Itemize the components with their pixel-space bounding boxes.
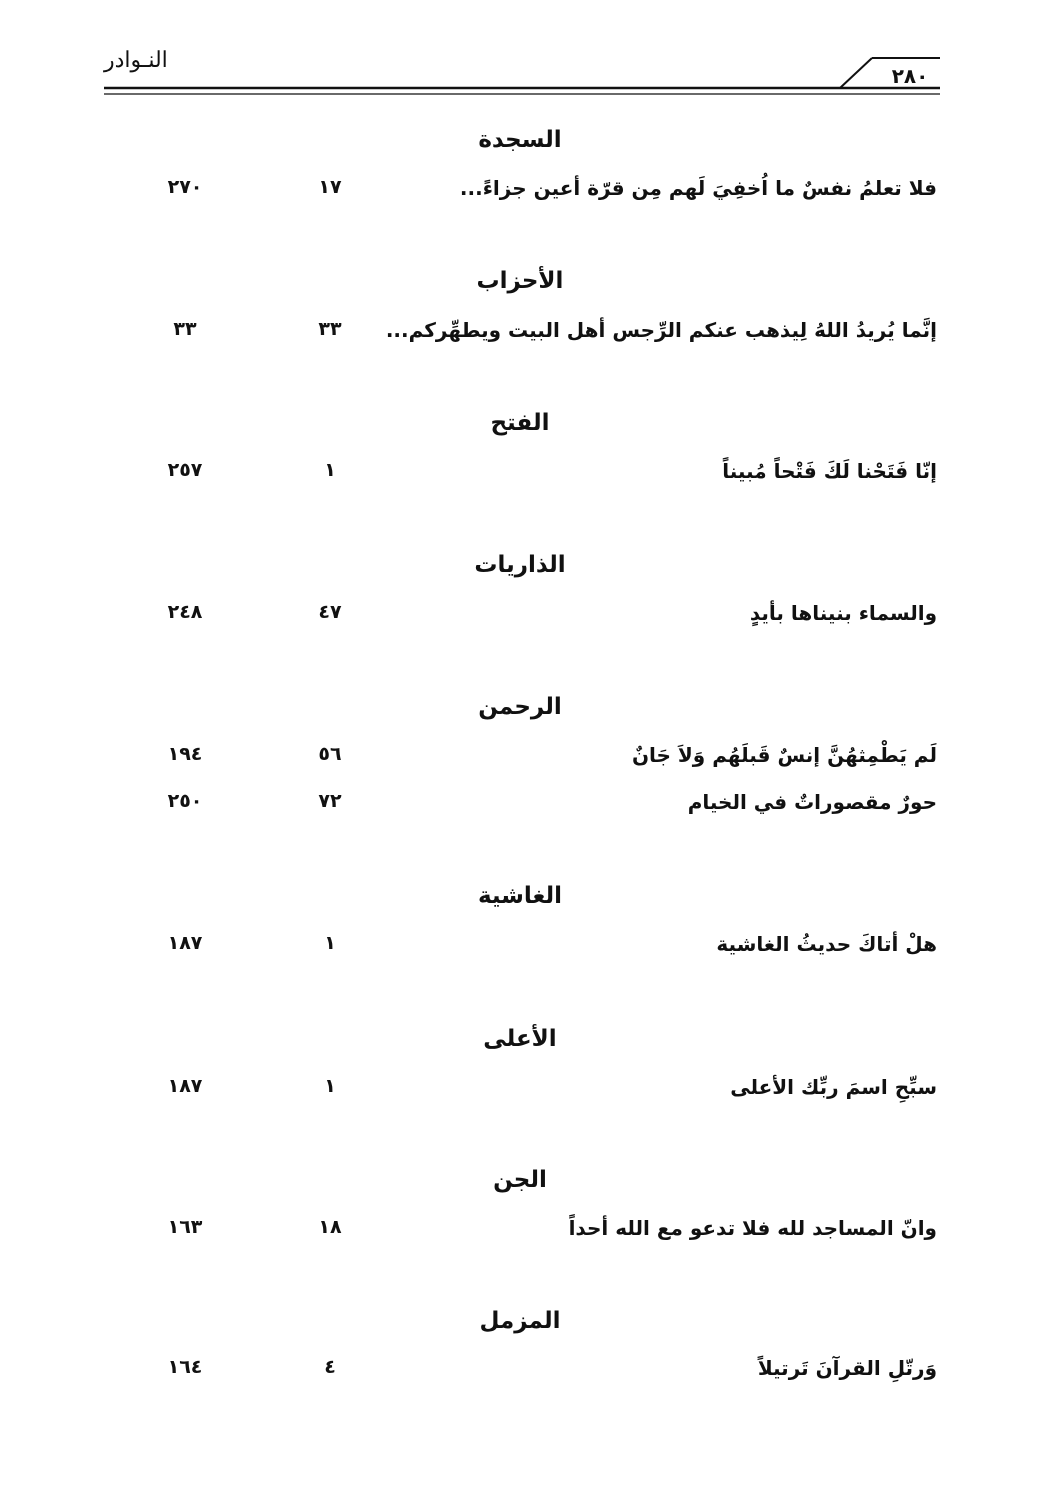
index-row <box>0 176 1041 212</box>
page-reference: ١٨٧ <box>167 1075 203 1097</box>
verse-number: ١ <box>324 459 336 481</box>
index-row <box>0 932 1041 968</box>
verse-number: ١ <box>324 1075 336 1097</box>
index-row <box>0 318 1041 354</box>
page-reference: ٣٣ <box>173 318 197 340</box>
verse-number: ١ <box>324 932 336 954</box>
verse-number: ١٨ <box>318 1216 342 1238</box>
page-reference: ١٨٧ <box>167 932 203 954</box>
section-title: الرحمن <box>478 694 562 720</box>
verse-number: ٣٣ <box>318 318 342 340</box>
verse-text: إنَّما يُريدُ اللهُ لِيذهب عنكم الرِّجس أهل البيت ويطهِّركم... <box>385 318 937 342</box>
verse-text: هلْ أتاكَ حديثُ الغاشية <box>716 932 937 956</box>
section-title: الأحزاب <box>476 268 564 294</box>
verse-text: وَرتّلِ القرآنَ تَرتيلاً <box>757 1356 937 1380</box>
index-row <box>0 790 1041 826</box>
verse-number: ٥٦ <box>318 743 342 765</box>
verse-text: إنّا فَتَحْنا لَكَ فَتْحاً مُبيناً <box>722 459 937 483</box>
verse-text: والسماء بنيناها بأيدٍ <box>749 601 937 625</box>
section-title: الفتح <box>490 410 550 436</box>
section-title: المزمل <box>479 1308 561 1334</box>
index-row <box>0 1356 1041 1392</box>
section-title: الغاشية <box>477 883 563 909</box>
section-title: الذاريات <box>474 552 566 578</box>
verse-text: لَم يَطْمِثهُنَّ إنسٌ قَبلَهُم وَلاَ جَانٌ <box>631 743 937 767</box>
verse-number: ٤٧ <box>318 601 342 623</box>
page-reference: ١٩٤ <box>167 743 203 765</box>
verse-text: حورٌ مقصوراتٌ في الخيام <box>687 790 937 814</box>
verse-number: ٤ <box>324 1356 336 1378</box>
page-reference: ١٦٣ <box>167 1216 203 1238</box>
index-row <box>0 1216 1041 1252</box>
verse-text: سبِّحِ اسمَ ربِّك الأعلى <box>730 1075 937 1099</box>
section-title: الجن <box>493 1167 547 1193</box>
verse-number: ٧٢ <box>318 790 342 812</box>
section-title: الأعلى <box>483 1026 557 1052</box>
index-row <box>0 743 1041 779</box>
index-row <box>0 459 1041 495</box>
page-reference: ٢٧٠ <box>167 176 203 198</box>
page-reference: ١٦٤ <box>167 1356 203 1378</box>
verse-number: ١٧ <box>318 176 342 198</box>
index-row <box>0 1075 1041 1111</box>
page-reference: ٢٤٨ <box>167 601 203 623</box>
index-row <box>0 601 1041 637</box>
page-reference: ٢٥٧ <box>167 459 203 481</box>
page-reference: ٢٥٠ <box>167 790 203 812</box>
verse-text: وانّ المساجد لله فلا تدعو مع الله أحداً <box>568 1216 937 1240</box>
page-number: ٢٨٠ <box>891 64 929 88</box>
running-title: النـوادر <box>104 48 168 73</box>
verse-text: فلا تعلمُ نفسٌ ما اُخفِيَ لَهم مِن قرّة أعين جزاءً... <box>459 176 937 200</box>
section-title: السجدة <box>478 127 562 153</box>
